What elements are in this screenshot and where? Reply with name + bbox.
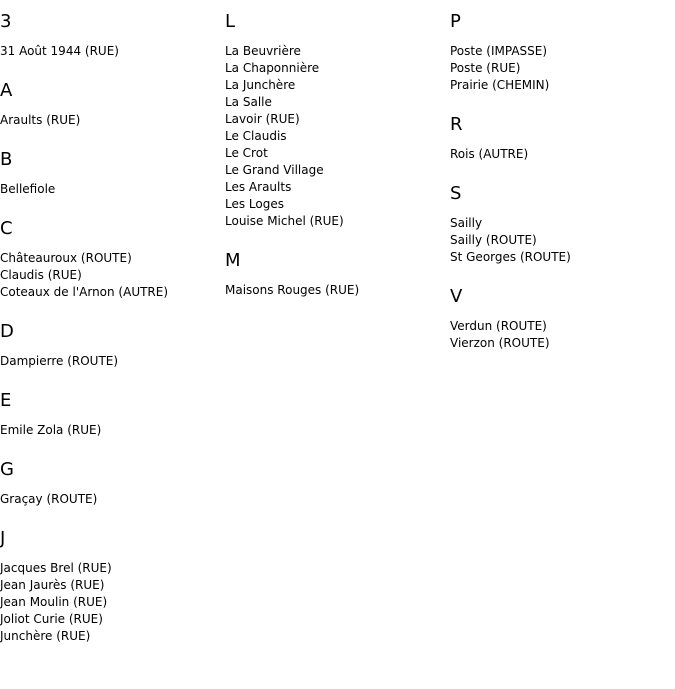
- street-name[interactable]: Prairie (CHEMIN): [450, 78, 550, 92]
- street-name[interactable]: Junchère (RUE): [0, 629, 91, 643]
- street-name[interactable]: Araults (RUE): [0, 113, 81, 127]
- street-name[interactable]: La Junchère: [225, 78, 296, 92]
- letter-heading: D: [0, 321, 14, 342]
- letter-heading: L: [225, 11, 236, 32]
- letter-group: [0, 321, 225, 370]
- letter-heading: A: [0, 80, 13, 101]
- letter-heading: S: [450, 183, 462, 204]
- street-name[interactable]: Le Grand Village: [225, 163, 324, 177]
- index-column: [0, 0, 225, 665]
- street-name[interactable]: Jean Jaurès (RUE): [0, 578, 105, 592]
- letter-group: [225, 250, 450, 299]
- letter-group: [0, 528, 225, 645]
- street-name[interactable]: Le Claudis: [225, 129, 287, 143]
- letter-heading: P: [450, 11, 461, 32]
- street-list: [0, 43, 225, 60]
- street-list: [450, 318, 675, 352]
- street-name[interactable]: Les Araults: [225, 180, 292, 194]
- street-list: [450, 146, 675, 163]
- letter-heading: E: [0, 390, 12, 411]
- street-name[interactable]: Poste (IMPASSE): [450, 44, 548, 58]
- letter-group: [0, 149, 225, 198]
- street-name[interactable]: Le Crot: [225, 146, 268, 160]
- letter-heading: M: [225, 250, 241, 271]
- street-name[interactable]: Coteaux de l'Arnon (AUTRE): [0, 285, 169, 299]
- letter-heading: J: [0, 528, 6, 549]
- street-name[interactable]: Châteauroux (ROUTE): [0, 251, 132, 265]
- street-name[interactable]: Vierzon (ROUTE): [450, 336, 550, 350]
- street-name[interactable]: Rois (AUTRE): [450, 147, 529, 161]
- street-list: [225, 282, 450, 299]
- street-name[interactable]: Louise Michel (RUE): [225, 214, 344, 228]
- street-list: [0, 491, 225, 508]
- street-name[interactable]: Claudis (RUE): [0, 268, 82, 282]
- street-list: [450, 43, 675, 94]
- street-name[interactable]: Bellefiole: [0, 182, 56, 196]
- letter-heading: C: [0, 218, 13, 239]
- street-name[interactable]: Dampierre (ROUTE): [0, 354, 119, 368]
- letter-group: [225, 11, 450, 230]
- street-list: [0, 353, 225, 370]
- street-name[interactable]: Les Loges: [225, 197, 284, 211]
- street-list: [0, 112, 225, 129]
- letter-heading: G: [0, 459, 14, 480]
- index-column: [225, 0, 450, 319]
- letter-group: [450, 286, 675, 352]
- letter-heading: R: [450, 114, 463, 135]
- street-name[interactable]: Verdun (ROUTE): [450, 319, 547, 333]
- letter-group: [0, 218, 225, 301]
- street-name[interactable]: Sailly (ROUTE): [450, 233, 537, 247]
- letter-group: [450, 11, 675, 94]
- letter-group: [0, 80, 225, 129]
- letter-heading: 3: [0, 11, 12, 32]
- street-name[interactable]: Sailly: [450, 216, 483, 230]
- letter-heading: B: [0, 149, 13, 170]
- street-name[interactable]: Jean Moulin (RUE): [0, 595, 108, 609]
- street-list: [450, 215, 675, 266]
- street-list: [0, 181, 225, 198]
- street-name[interactable]: Maisons Rouges (RUE): [225, 283, 360, 297]
- street-list: [0, 560, 225, 645]
- letter-heading: V: [450, 286, 463, 307]
- street-list: [0, 422, 225, 439]
- street-name[interactable]: Lavoir (RUE): [225, 112, 300, 126]
- street-list: [225, 43, 450, 230]
- letter-group: [0, 11, 225, 60]
- letter-group: [0, 459, 225, 508]
- street-name[interactable]: Graçay (ROUTE): [0, 492, 98, 506]
- letter-group: [450, 183, 675, 266]
- street-name[interactable]: Joliot Curie (RUE): [0, 612, 103, 626]
- street-name[interactable]: Emile Zola (RUE): [0, 423, 102, 437]
- index-column: [450, 0, 675, 372]
- street-name[interactable]: La Chaponnière: [225, 61, 320, 75]
- letter-group: [450, 114, 675, 163]
- street-name[interactable]: La Beuvrière: [225, 44, 301, 58]
- street-name[interactable]: St Georges (ROUTE): [450, 250, 571, 264]
- street-list: [0, 250, 225, 301]
- street-name[interactable]: Jacques Brel (RUE): [0, 561, 112, 575]
- street-name[interactable]: Poste (RUE): [450, 61, 521, 75]
- street-name[interactable]: La Salle: [225, 95, 272, 109]
- street-name[interactable]: 31 Août 1944 (RUE): [0, 44, 119, 58]
- letter-group: [0, 390, 225, 439]
